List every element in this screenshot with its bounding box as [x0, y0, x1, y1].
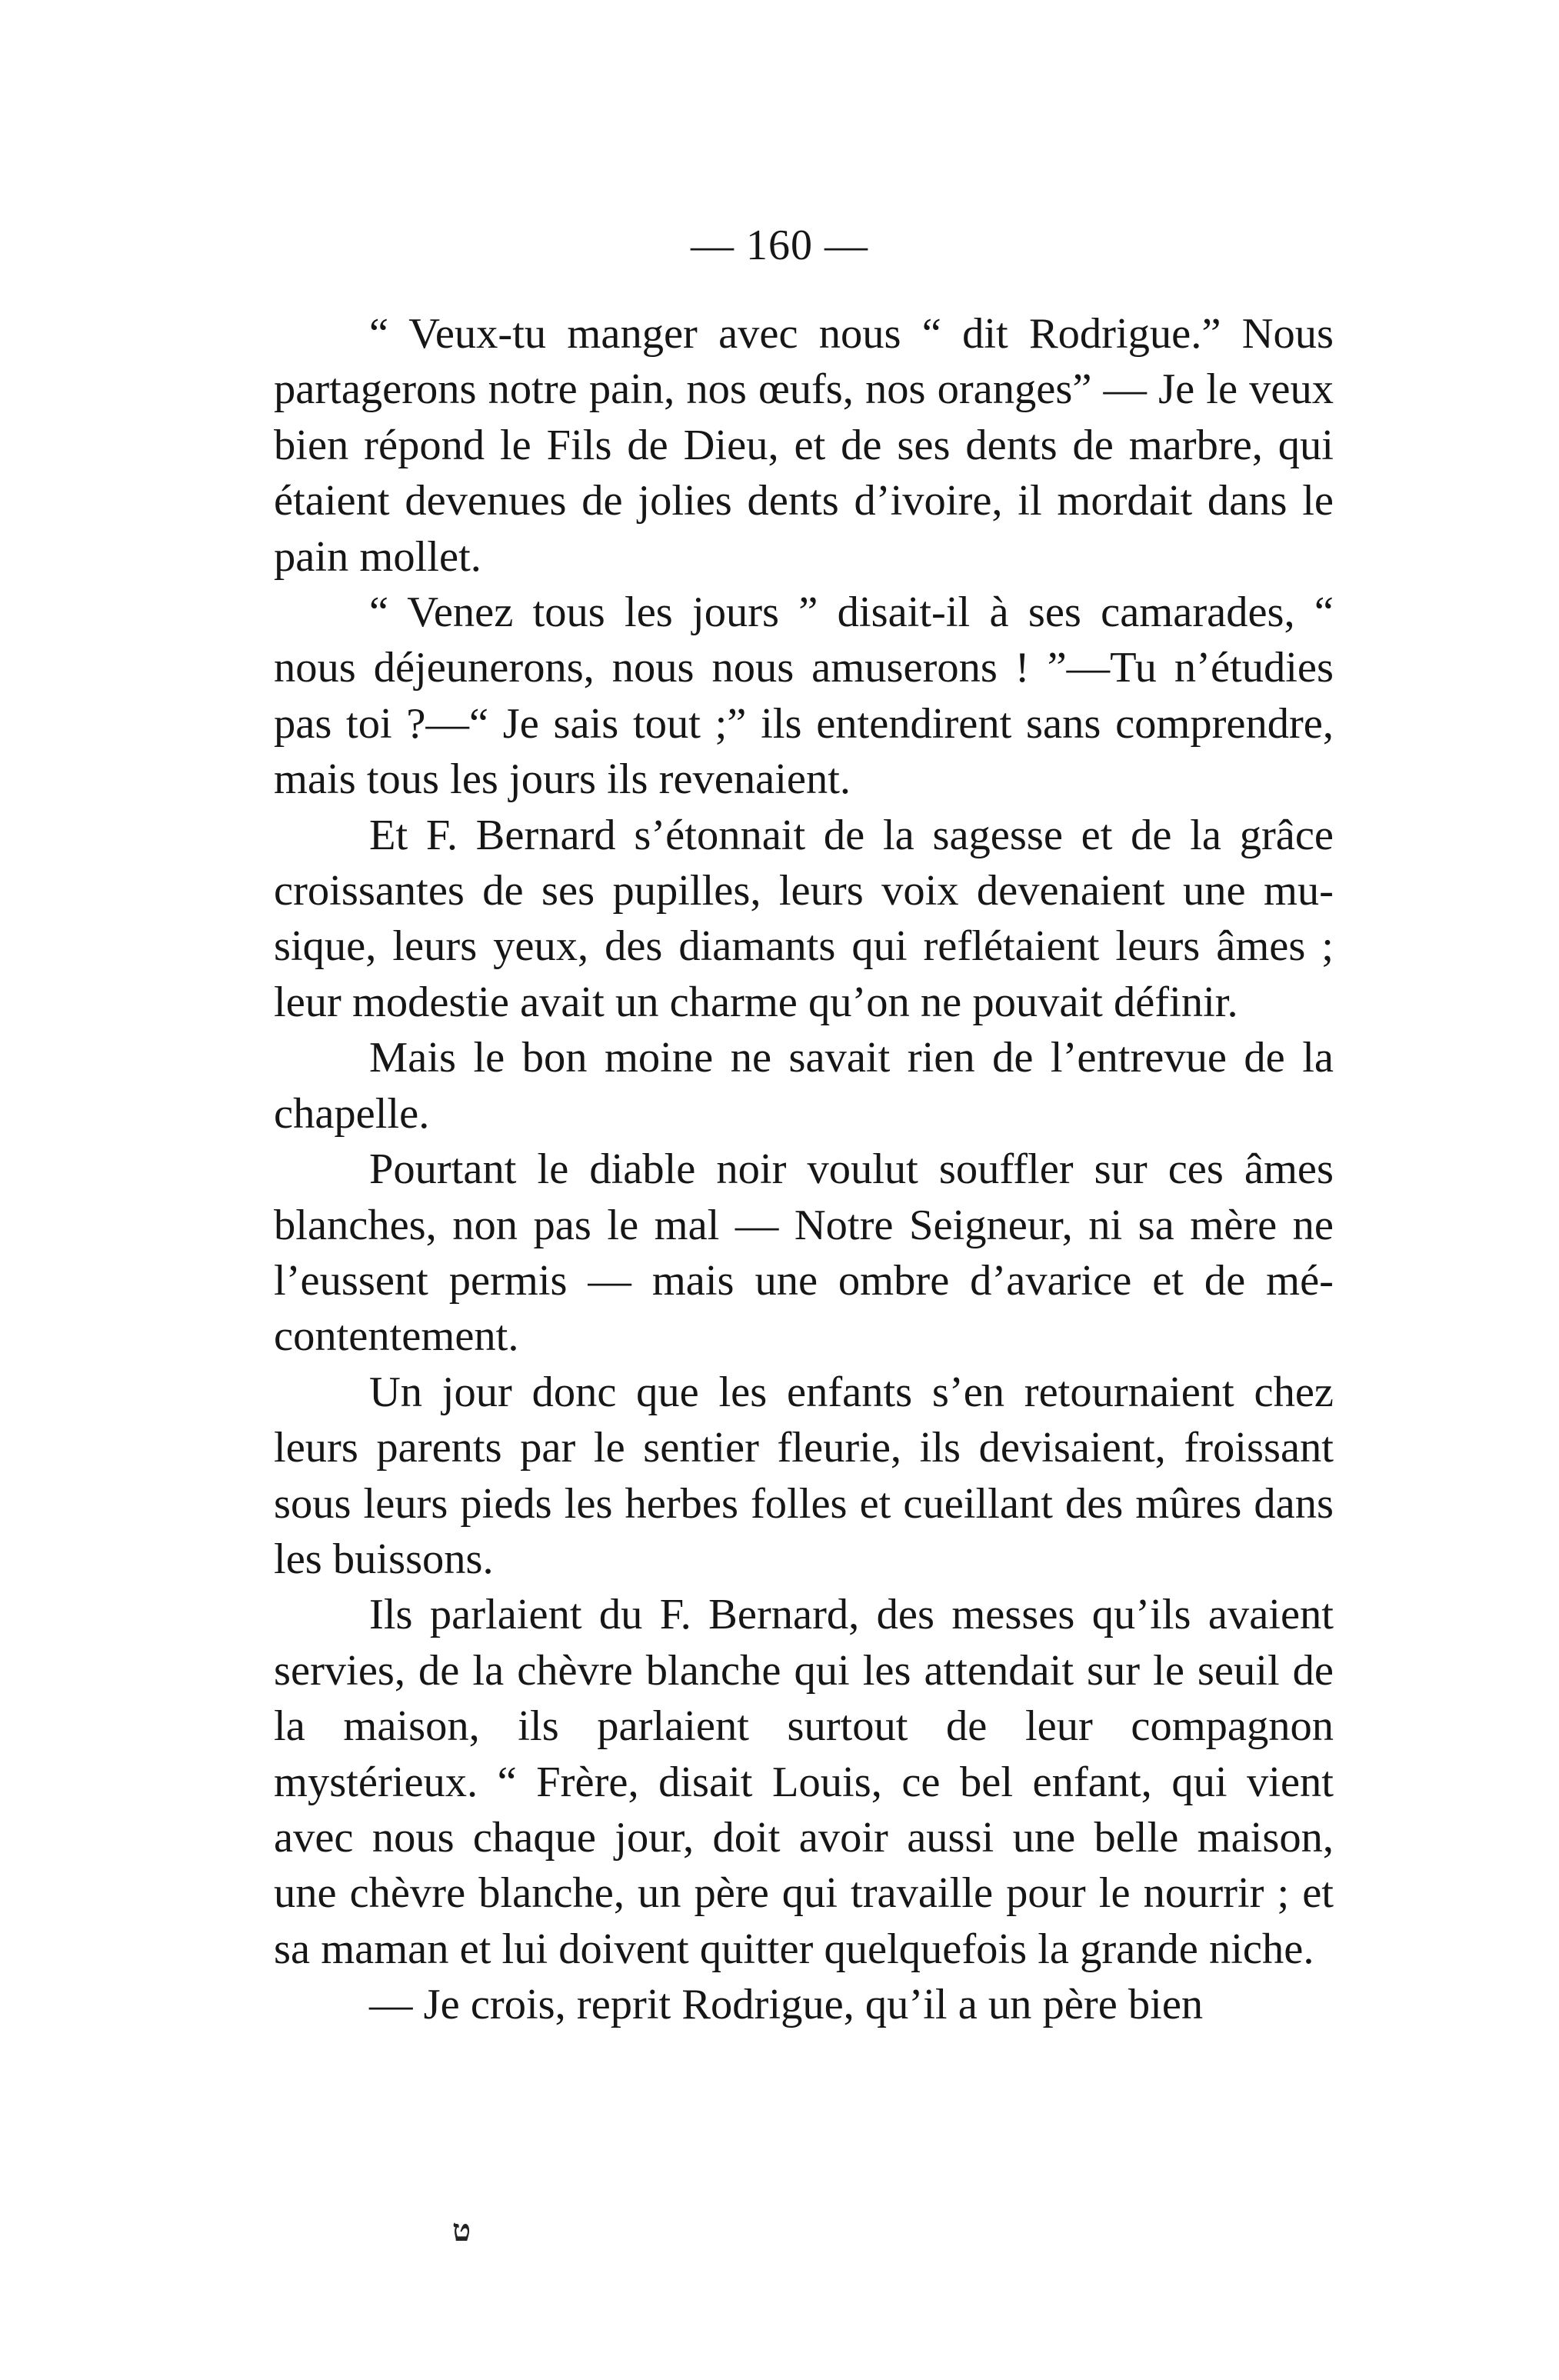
body-text	[274, 306, 1334, 2033]
paragraph-6: Un jour donc que les enfants s’en retournaient chez leurs parents par le sentier fleurie, ils devisaient, froissant sous leurs pieds les herbes folles et cueillant des mûres dans les buissons.	[274, 1368, 1334, 1583]
paragraph-8: — Je crois, reprit Rodrigue, qu’il a un père bien	[369, 1981, 1204, 2029]
paragraph-3: Et F. Bernard s’étonnait de la sagesse et de la grâce croissantes de ses pupilles, leurs voix devenaient une musique, leurs yeux, des diamants qui reflétaient leurs âmes ; leur modestie avait un charme qu’on ne pouvait définir.	[274, 811, 1334, 1026]
signature-mark: ט	[452, 2213, 471, 2248]
paragraph-2: “ Venez tous les jours ” disait-il à ses camarades, “ nous déjeunerons, nous nous amuserons ! ”—Tu n’étudies pas toi ?—“ Je sais tout ;” ils entendirent sans comprendre, mais tous les jours ils revenaient.	[274, 588, 1334, 804]
page-number: — 160 —	[691, 222, 868, 269]
paragraph-7: Ils parlaient du F. Bernard, des messes qu’ils avaient servies, de la chèvre blanche qui les attendait sur le seuil de la maison, ils parlaient surtout de leur compagnon mystérieux. “ Frère, disait Louis, ce bel enfant, qui vient avec nous chaque jour, doit avoir aussi une belle maison, une chèvre blanche, un père qui travaille pour le nourrir ; et sa maman et lui doivent quitter quelquefois la grande niche.	[274, 1591, 1334, 1973]
paragraph-1: “ Veux-tu manger avec nous “ dit Rodrigue.” Nous partagerons notre pain, nos œufs, nos oranges” — Je le veux bien répond le Fils de Dieu, et de ses dents de marbre, qui étaient devenues de jolies dents d’ivoire, il mordait dans le pain mollet.	[274, 310, 1334, 581]
paragraph-4: Mais le bon moine ne savait rien de l’entrevue de la chapelle.	[274, 1034, 1334, 1138]
paragraph-5: Pourtant le diable noir voulut souffler sur ces âmes blanches, non pas le mal — Notre Seigneur, ni sa mère ne l’eussent permis — mais une ombre d’avarice et de mécontentement.	[274, 1145, 1334, 1361]
